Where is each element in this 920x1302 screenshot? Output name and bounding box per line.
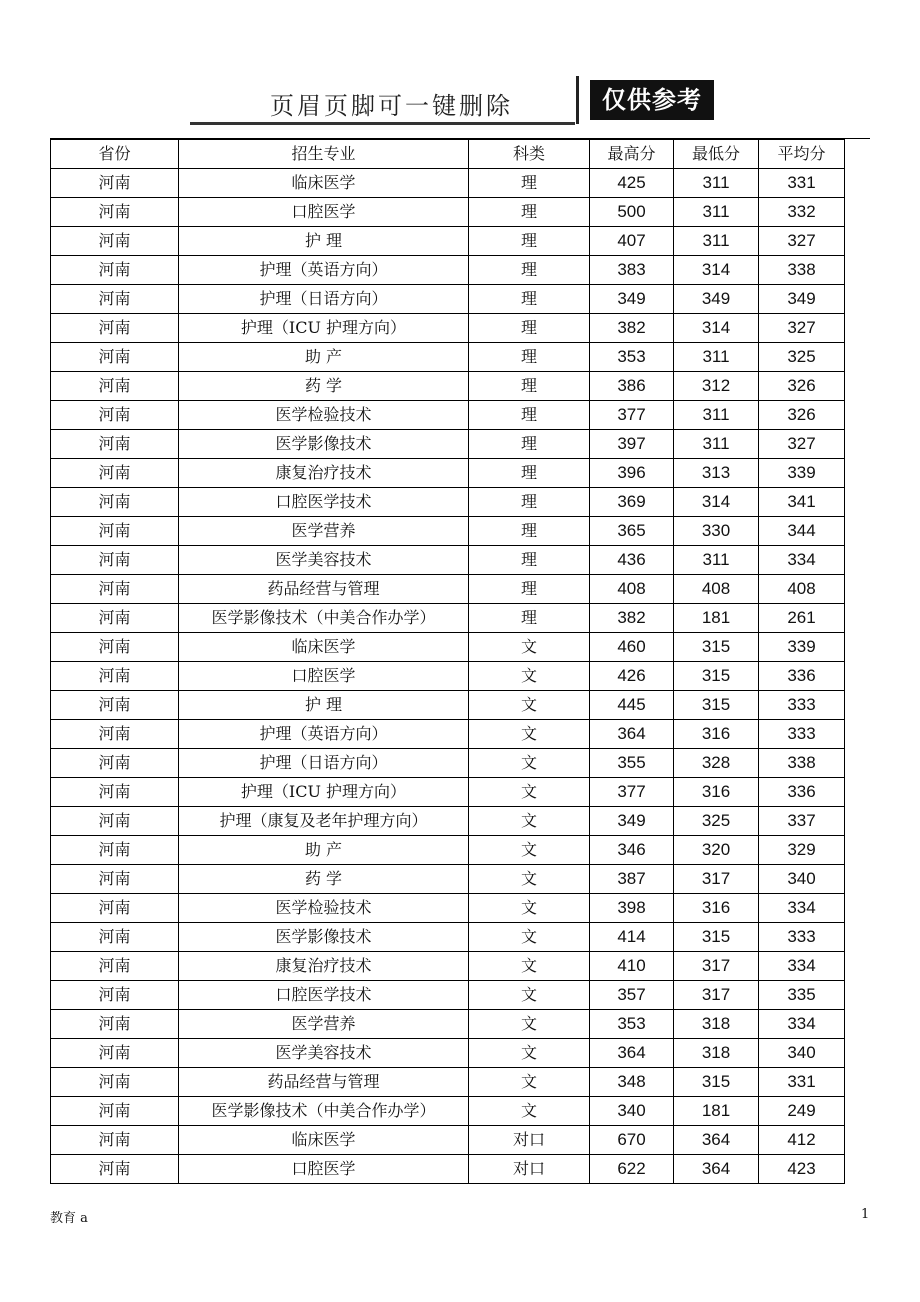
avg-score-cell: 423 xyxy=(759,1155,845,1184)
major-cell: 康复治疗技术 xyxy=(179,459,469,488)
category-cell: 理 xyxy=(469,343,590,372)
min-score-cell: 316 xyxy=(674,720,759,749)
column-header: 最高分 xyxy=(590,140,674,169)
avg-score-cell: 333 xyxy=(759,691,845,720)
major-cell: 助 产 xyxy=(179,836,469,865)
table-row xyxy=(51,227,845,256)
major-cell: 医学美容技术 xyxy=(179,546,469,575)
table-row xyxy=(51,575,845,604)
table-row xyxy=(51,430,845,459)
major-cell: 护理（日语方向） xyxy=(179,749,469,778)
category-cell: 文 xyxy=(469,1097,590,1126)
province-cell: 河南 xyxy=(51,1068,179,1097)
max-score-cell: 377 xyxy=(590,401,674,430)
table-row xyxy=(51,778,845,807)
table-row xyxy=(51,1155,845,1184)
province-cell: 河南 xyxy=(51,807,179,836)
category-cell: 文 xyxy=(469,923,590,952)
avg-score-cell: 336 xyxy=(759,778,845,807)
category-cell: 理 xyxy=(469,372,590,401)
min-score-cell: 311 xyxy=(674,343,759,372)
min-score-cell: 316 xyxy=(674,778,759,807)
province-cell: 河南 xyxy=(51,1126,179,1155)
min-score-cell: 315 xyxy=(674,1068,759,1097)
major-cell: 药 学 xyxy=(179,372,469,401)
avg-score-cell: 333 xyxy=(759,923,845,952)
major-cell: 口腔医学 xyxy=(179,662,469,691)
province-cell: 河南 xyxy=(51,894,179,923)
min-score-cell: 318 xyxy=(674,1010,759,1039)
avg-score-cell: 261 xyxy=(759,604,845,633)
major-cell: 药品经营与管理 xyxy=(179,575,469,604)
major-cell: 医学检验技术 xyxy=(179,401,469,430)
table-row xyxy=(51,981,845,1010)
min-score-cell: 314 xyxy=(674,256,759,285)
max-score-cell: 426 xyxy=(590,662,674,691)
major-cell: 护理（ICU 护理方向） xyxy=(179,778,469,807)
avg-score-cell: 338 xyxy=(759,749,845,778)
min-score-cell: 311 xyxy=(674,169,759,198)
max-score-cell: 398 xyxy=(590,894,674,923)
max-score-cell: 670 xyxy=(590,1126,674,1155)
table-row xyxy=(51,343,845,372)
major-cell: 护理（日语方向） xyxy=(179,285,469,314)
province-cell: 河南 xyxy=(51,575,179,604)
table-row xyxy=(51,807,845,836)
min-score-cell: 330 xyxy=(674,517,759,546)
category-cell: 理 xyxy=(469,575,590,604)
province-cell: 河南 xyxy=(51,517,179,546)
province-cell: 河南 xyxy=(51,981,179,1010)
avg-score-cell: 327 xyxy=(759,227,845,256)
major-cell: 医学影像技术（中美合作办学） xyxy=(179,1097,469,1126)
major-cell: 医学影像技术 xyxy=(179,430,469,459)
min-score-cell: 316 xyxy=(674,894,759,923)
max-score-cell: 436 xyxy=(590,546,674,575)
min-score-cell: 311 xyxy=(674,227,759,256)
category-cell: 文 xyxy=(469,1010,590,1039)
major-cell: 医学检验技术 xyxy=(179,894,469,923)
major-cell: 康复治疗技术 xyxy=(179,952,469,981)
min-score-cell: 311 xyxy=(674,198,759,227)
max-score-cell: 365 xyxy=(590,517,674,546)
header-banner-text: 页眉页脚可一键删除 xyxy=(270,92,513,120)
max-score-cell: 382 xyxy=(590,604,674,633)
min-score-cell: 315 xyxy=(674,691,759,720)
footer-label: 教育 a xyxy=(50,1211,88,1226)
province-cell: 河南 xyxy=(51,169,179,198)
category-cell: 理 xyxy=(469,488,590,517)
avg-score-cell: 326 xyxy=(759,372,845,401)
max-score-cell: 386 xyxy=(590,372,674,401)
avg-score-cell: 344 xyxy=(759,517,845,546)
table-row xyxy=(51,1126,845,1155)
category-cell: 理 xyxy=(469,517,590,546)
min-score-cell: 328 xyxy=(674,749,759,778)
avg-score-cell: 326 xyxy=(759,401,845,430)
category-cell: 文 xyxy=(469,691,590,720)
category-cell: 文 xyxy=(469,778,590,807)
page-number: 1 xyxy=(861,1207,870,1222)
table-row xyxy=(51,198,845,227)
min-score-cell: 312 xyxy=(674,372,759,401)
major-cell: 医学影像技术（中美合作办学） xyxy=(179,604,469,633)
major-cell: 临床医学 xyxy=(179,1126,469,1155)
min-score-cell: 317 xyxy=(674,865,759,894)
major-cell: 药品经营与管理 xyxy=(179,1068,469,1097)
province-cell: 河南 xyxy=(51,1155,179,1184)
max-score-cell: 407 xyxy=(590,227,674,256)
province-cell: 河南 xyxy=(51,952,179,981)
province-cell: 河南 xyxy=(51,401,179,430)
province-cell: 河南 xyxy=(51,778,179,807)
avg-score-cell: 337 xyxy=(759,807,845,836)
table-row xyxy=(51,372,845,401)
max-score-cell: 425 xyxy=(590,169,674,198)
avg-score-cell: 334 xyxy=(759,546,845,575)
category-cell: 理 xyxy=(469,198,590,227)
avg-score-cell: 327 xyxy=(759,430,845,459)
min-score-cell: 181 xyxy=(674,604,759,633)
table-row xyxy=(51,633,845,662)
province-cell: 河南 xyxy=(51,314,179,343)
category-cell: 理 xyxy=(469,256,590,285)
avg-score-cell: 349 xyxy=(759,285,845,314)
category-cell: 理 xyxy=(469,314,590,343)
min-score-cell: 313 xyxy=(674,459,759,488)
avg-score-cell: 338 xyxy=(759,256,845,285)
province-cell: 河南 xyxy=(51,546,179,575)
major-cell: 医学营养 xyxy=(179,517,469,546)
province-cell: 河南 xyxy=(51,459,179,488)
major-cell: 口腔医学 xyxy=(179,1155,469,1184)
table-row xyxy=(51,1097,845,1126)
table-row xyxy=(51,662,845,691)
avg-score-cell: 412 xyxy=(759,1126,845,1155)
max-score-cell: 460 xyxy=(590,633,674,662)
max-score-cell: 445 xyxy=(590,691,674,720)
table-row xyxy=(51,604,845,633)
table-row xyxy=(51,894,845,923)
max-score-cell: 410 xyxy=(590,952,674,981)
major-cell: 临床医学 xyxy=(179,633,469,662)
category-cell: 理 xyxy=(469,227,590,256)
category-cell: 理 xyxy=(469,401,590,430)
min-score-cell: 311 xyxy=(674,430,759,459)
min-score-cell: 181 xyxy=(674,1097,759,1126)
table-row xyxy=(51,720,845,749)
province-cell: 河南 xyxy=(51,923,179,952)
category-cell: 理 xyxy=(469,430,590,459)
category-cell: 文 xyxy=(469,981,590,1010)
major-cell: 药 学 xyxy=(179,865,469,894)
avg-score-cell: 340 xyxy=(759,1039,845,1068)
column-header: 最低分 xyxy=(674,140,759,169)
min-score-cell: 311 xyxy=(674,546,759,575)
min-score-cell: 325 xyxy=(674,807,759,836)
province-cell: 河南 xyxy=(51,430,179,459)
province-cell: 河南 xyxy=(51,256,179,285)
column-header: 省份 xyxy=(51,140,179,169)
province-cell: 河南 xyxy=(51,343,179,372)
reference-only-badge: 仅供参考 xyxy=(590,80,714,120)
category-cell: 文 xyxy=(469,836,590,865)
category-cell: 文 xyxy=(469,633,590,662)
min-score-cell: 314 xyxy=(674,314,759,343)
column-header: 科类 xyxy=(469,140,590,169)
avg-score-cell: 339 xyxy=(759,633,845,662)
avg-score-cell: 335 xyxy=(759,981,845,1010)
province-cell: 河南 xyxy=(51,227,179,256)
avg-score-cell: 325 xyxy=(759,343,845,372)
avg-score-cell: 340 xyxy=(759,865,845,894)
category-cell: 文 xyxy=(469,1068,590,1097)
major-cell: 护理（英语方向） xyxy=(179,256,469,285)
max-score-cell: 500 xyxy=(590,198,674,227)
table-row xyxy=(51,285,845,314)
major-cell: 助 产 xyxy=(179,343,469,372)
major-cell: 口腔医学技术 xyxy=(179,981,469,1010)
category-cell: 理 xyxy=(469,285,590,314)
province-cell: 河南 xyxy=(51,662,179,691)
admission-scores-table xyxy=(50,139,845,1184)
table-row xyxy=(51,169,845,198)
avg-score-cell: 331 xyxy=(759,1068,845,1097)
max-score-cell: 414 xyxy=(590,923,674,952)
province-cell: 河南 xyxy=(51,865,179,894)
category-cell: 理 xyxy=(469,459,590,488)
avg-score-cell: 333 xyxy=(759,720,845,749)
avg-score-cell: 334 xyxy=(759,1010,845,1039)
table-row xyxy=(51,865,845,894)
min-score-cell: 311 xyxy=(674,401,759,430)
max-score-cell: 349 xyxy=(590,285,674,314)
avg-score-cell: 334 xyxy=(759,894,845,923)
min-score-cell: 318 xyxy=(674,1039,759,1068)
province-cell: 河南 xyxy=(51,198,179,227)
column-header: 招生专业 xyxy=(179,140,469,169)
category-cell: 文 xyxy=(469,662,590,691)
province-cell: 河南 xyxy=(51,633,179,662)
avg-score-cell: 341 xyxy=(759,488,845,517)
major-cell: 护理（康复及老年护理方向） xyxy=(179,807,469,836)
max-score-cell: 364 xyxy=(590,1039,674,1068)
province-cell: 河南 xyxy=(51,372,179,401)
category-cell: 理 xyxy=(469,169,590,198)
header-banner xyxy=(190,72,730,132)
max-score-cell: 383 xyxy=(590,256,674,285)
table-row xyxy=(51,314,845,343)
category-cell: 文 xyxy=(469,720,590,749)
min-score-cell: 408 xyxy=(674,575,759,604)
avg-score-cell: 331 xyxy=(759,169,845,198)
avg-score-cell: 329 xyxy=(759,836,845,865)
avg-score-cell: 339 xyxy=(759,459,845,488)
table-row xyxy=(51,923,845,952)
header-divider xyxy=(576,76,579,124)
category-cell: 文 xyxy=(469,1039,590,1068)
avg-score-cell: 332 xyxy=(759,198,845,227)
category-cell: 理 xyxy=(469,604,590,633)
max-score-cell: 397 xyxy=(590,430,674,459)
major-cell: 护 理 xyxy=(179,691,469,720)
province-cell: 河南 xyxy=(51,836,179,865)
min-score-cell: 349 xyxy=(674,285,759,314)
table-row xyxy=(51,1010,845,1039)
table-row xyxy=(51,1039,845,1068)
max-score-cell: 357 xyxy=(590,981,674,1010)
table-body xyxy=(51,140,845,1184)
major-cell: 医学影像技术 xyxy=(179,923,469,952)
min-score-cell: 364 xyxy=(674,1126,759,1155)
table-row xyxy=(51,749,845,778)
province-cell: 河南 xyxy=(51,691,179,720)
max-score-cell: 622 xyxy=(590,1155,674,1184)
category-cell: 文 xyxy=(469,865,590,894)
major-cell: 医学美容技术 xyxy=(179,1039,469,1068)
max-score-cell: 353 xyxy=(590,343,674,372)
table-row xyxy=(51,488,845,517)
max-score-cell: 353 xyxy=(590,1010,674,1039)
min-score-cell: 315 xyxy=(674,662,759,691)
table-row xyxy=(51,256,845,285)
table-row xyxy=(51,1068,845,1097)
category-cell: 理 xyxy=(469,546,590,575)
min-score-cell: 317 xyxy=(674,981,759,1010)
province-cell: 河南 xyxy=(51,1039,179,1068)
max-score-cell: 382 xyxy=(590,314,674,343)
max-score-cell: 387 xyxy=(590,865,674,894)
table-row xyxy=(51,836,845,865)
max-score-cell: 377 xyxy=(590,778,674,807)
max-score-cell: 355 xyxy=(590,749,674,778)
avg-score-cell: 249 xyxy=(759,1097,845,1126)
max-score-cell: 396 xyxy=(590,459,674,488)
province-cell: 河南 xyxy=(51,720,179,749)
category-cell: 对口 xyxy=(469,1155,590,1184)
avg-score-cell: 408 xyxy=(759,575,845,604)
table-row xyxy=(51,546,845,575)
max-score-cell: 346 xyxy=(590,836,674,865)
major-cell: 口腔医学 xyxy=(179,198,469,227)
max-score-cell: 349 xyxy=(590,807,674,836)
max-score-cell: 348 xyxy=(590,1068,674,1097)
max-score-cell: 369 xyxy=(590,488,674,517)
table-row xyxy=(51,952,845,981)
min-score-cell: 364 xyxy=(674,1155,759,1184)
min-score-cell: 314 xyxy=(674,488,759,517)
column-header: 平均分 xyxy=(759,140,845,169)
table-row xyxy=(51,691,845,720)
max-score-cell: 364 xyxy=(590,720,674,749)
major-cell: 护 理 xyxy=(179,227,469,256)
province-cell: 河南 xyxy=(51,604,179,633)
category-cell: 文 xyxy=(469,894,590,923)
min-score-cell: 315 xyxy=(674,633,759,662)
province-cell: 河南 xyxy=(51,285,179,314)
province-cell: 河南 xyxy=(51,1097,179,1126)
major-cell: 护理（英语方向） xyxy=(179,720,469,749)
major-cell: 口腔医学技术 xyxy=(179,488,469,517)
category-cell: 文 xyxy=(469,952,590,981)
province-cell: 河南 xyxy=(51,1010,179,1039)
avg-score-cell: 334 xyxy=(759,952,845,981)
avg-score-cell: 327 xyxy=(759,314,845,343)
avg-score-cell: 336 xyxy=(759,662,845,691)
max-score-cell: 340 xyxy=(590,1097,674,1126)
category-cell: 文 xyxy=(469,749,590,778)
category-cell: 文 xyxy=(469,807,590,836)
max-score-cell: 408 xyxy=(590,575,674,604)
min-score-cell: 317 xyxy=(674,952,759,981)
province-cell: 河南 xyxy=(51,749,179,778)
category-cell: 对口 xyxy=(469,1126,590,1155)
major-cell: 临床医学 xyxy=(179,169,469,198)
major-cell: 护理（ICU 护理方向） xyxy=(179,314,469,343)
major-cell: 医学营养 xyxy=(179,1010,469,1039)
table-header-row xyxy=(51,140,845,169)
min-score-cell: 315 xyxy=(674,923,759,952)
header-underline xyxy=(190,122,575,125)
province-cell: 河南 xyxy=(51,488,179,517)
table-row xyxy=(51,517,845,546)
table-row xyxy=(51,401,845,430)
min-score-cell: 320 xyxy=(674,836,759,865)
table-row xyxy=(51,459,845,488)
